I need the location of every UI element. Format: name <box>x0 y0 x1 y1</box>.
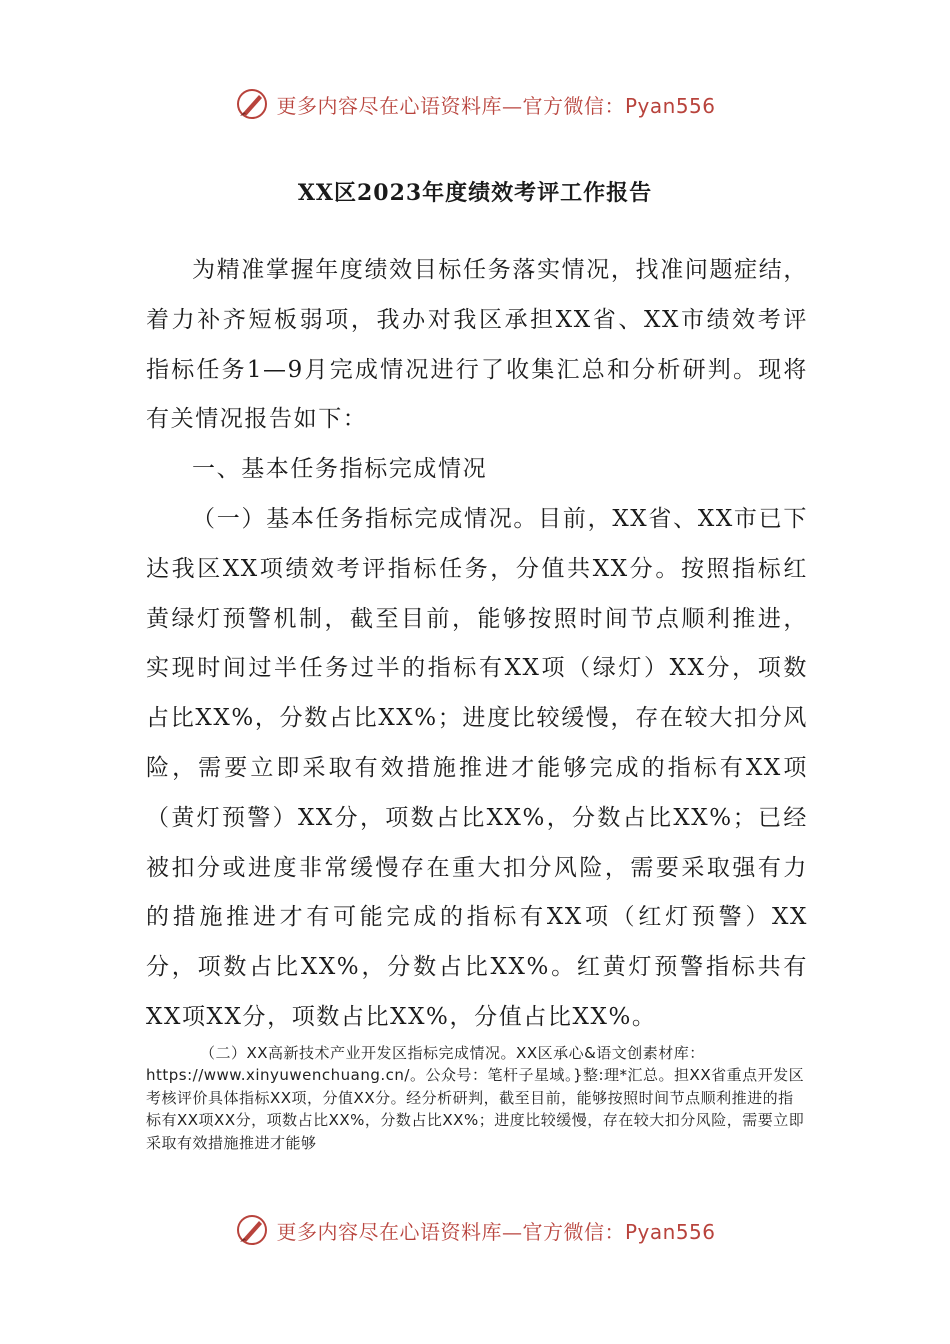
header-watermark-text: 更多内容尽在心语资料库—官方微信：Pyan556 <box>276 93 716 118</box>
header-wechat-id: Pyan556 <box>624 93 716 118</box>
document-title: XX区2023年度绩效考评工作报告 <box>297 180 653 206</box>
pen-logo-icon <box>234 86 270 122</box>
footer-watermark-text: 更多内容尽在心语资料库—官方微信：Pyan556 <box>276 1219 716 1244</box>
document-body <box>146 246 808 1043</box>
section-paragraph: （一）基本任务指标完成情况。目前，XX省、XX市已下达我区XX项绩效考评指标任务，分值共XX分。按照指标红黄绿灯预警机制，截至目前，能够按照时间节点顺利推进，实现时间过半任务过半的指标有XX项（绿灯）XX分，项数占比XX%，分数占比XX%；进度比较缓慢，存在较大扣分风险，需要立即采取有效措施推进才能够完成的指标有XX项（黄灯预警）XX分，项数占比XX%，分数占比XX%；已经被扣分或进度非常缓慢存在重大扣分风险，需要采取强有力的措施推进才有可能完成的指标有XX项（红灯预警）XX分，项数占比XX%，分数占比XX%。红黄灯预警指标共有XX项XX分，项数占比XX%，分值占比XX%。 <box>146 505 808 1030</box>
pen-logo-icon <box>234 1212 270 1248</box>
small-print-paragraph: （二）XX高新技术产业开发区指标完成情况。XX区承心&语文创素材库：https://www.xinyuwenchuang.cn/。公众号：笔杆子星域。}整:理*汇总。担XX省重点开发区考核评价具体指标XX项，分值XX分。经分析研判，截至目前，能够按照时间节点顺利推进的指标有XX项XX分，项数占比XX%，分数占比XX%；进度比较缓慢，存在较大扣分风险，需要立即采取有效措施推进才能够 <box>146 1044 805 1152</box>
intro-paragraph: 为精准掌握年度绩效目标任务落实情况，找准问题症结，着力补齐短板弱项，我办对我区承担XX省、XX市绩效考评指标任务1—9月完成情况进行了收集汇总和分析研判。现将有关情况报告如下： <box>146 257 808 433</box>
header-watermark <box>0 84 950 124</box>
footer-watermark <box>0 1210 950 1250</box>
section-heading: 一、基本任务指标完成情况 <box>192 456 488 483</box>
footer-wechat-id: Pyan556 <box>624 1219 716 1244</box>
